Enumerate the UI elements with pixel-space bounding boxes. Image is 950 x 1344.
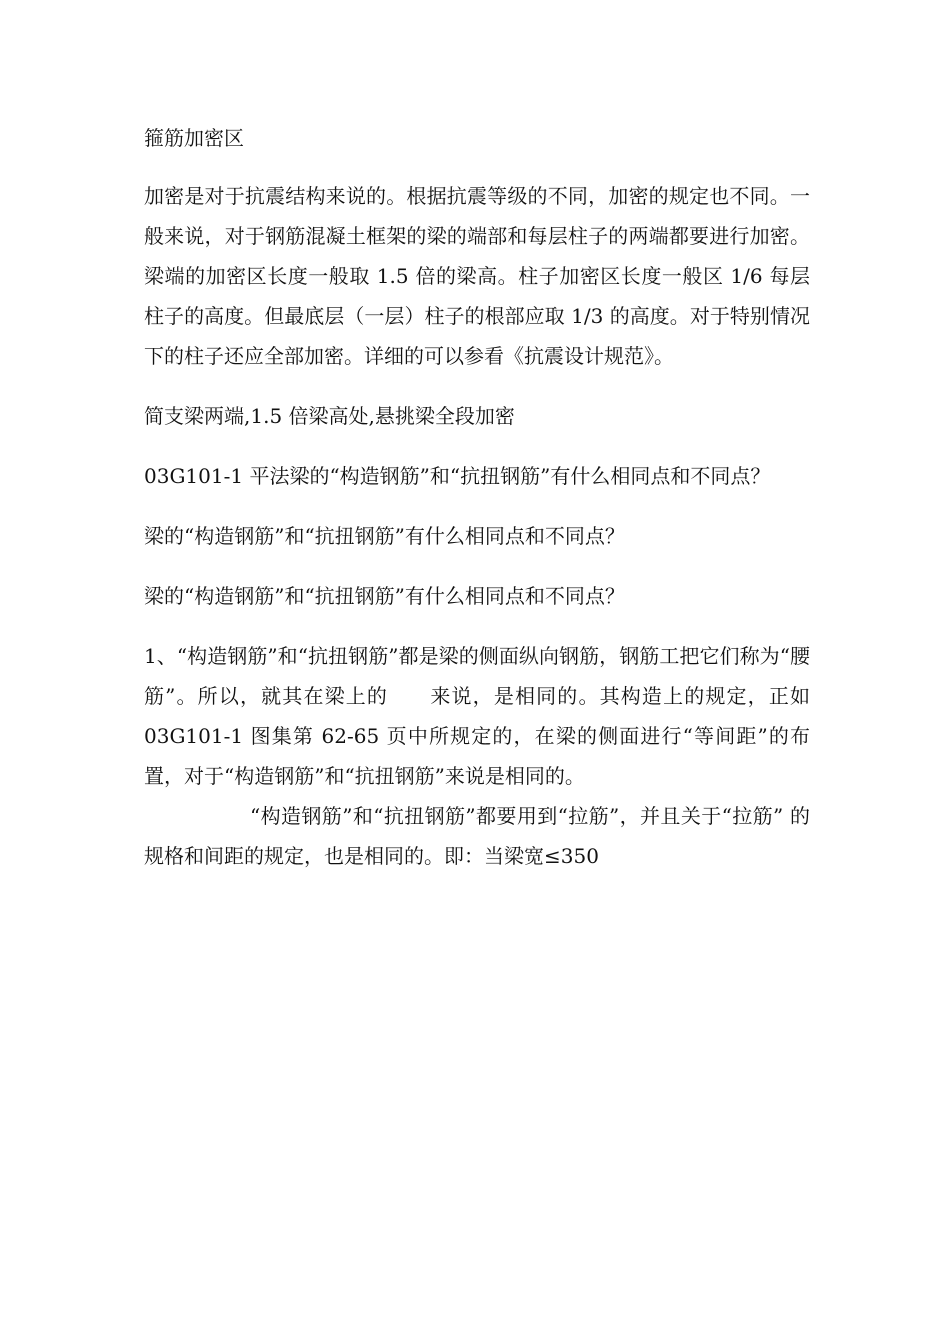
paragraph-question-03g101: 03G101-1 平法梁的“构造钢筋”和“抗扭钢筋”有什么相同点和不同点？ [144, 464, 771, 488]
paragraph-answer-1: 1、“构造钢筋”和“抗扭钢筋”都是梁的侧面纵向钢筋，钢筋工把它们称为“腰筋”。所以，就其在梁上的 来说，是相同的。其构造上的规定，正如 03G101-1 图集第 62-65 页中所规定的，在梁的侧面进行“等间距”的布置，对于“构造钢筋”和“抗扭钢筋”来说是相同的。 [144, 644, 810, 788]
document-page [144, 118, 810, 876]
section-heading: 箍筋加密区 [144, 126, 244, 150]
paragraph-densification: 加密是对于抗震结构来说的。根据抗震等级的不同，加密的规定也不同。一般来说，对于钢筋混凝土框架的梁的端部和每层柱子的两端都要进行加密。梁端的加密区长度一般取 1.5 倍的梁高。柱子加密区长度一般区 1/6 每层柱子的高度。但最底层（一层）柱子的根部应取 1/3 的高度。对于特别情况下的柱子还应全部加密。详细的可以参看《抗震设计规范》。 [144, 184, 810, 368]
paragraph-question-2: 梁的“构造钢筋”和“抗扭钢筋”有什么相同点和不同点？ [144, 584, 625, 608]
paragraph-question-1: 梁的“构造钢筋”和“抗扭钢筋”有什么相同点和不同点？ [144, 524, 625, 548]
paragraph-tie-bars: “构造钢筋”和“抗扭钢筋”都要用到“拉筋”，并且关于“拉筋” 的规格和间距的规定，也是相同的。即：当梁宽≤350 [144, 804, 810, 868]
paragraph-simple-beam: 简支梁两端,1.5 倍梁高处,悬挑梁全段加密 [144, 404, 515, 428]
